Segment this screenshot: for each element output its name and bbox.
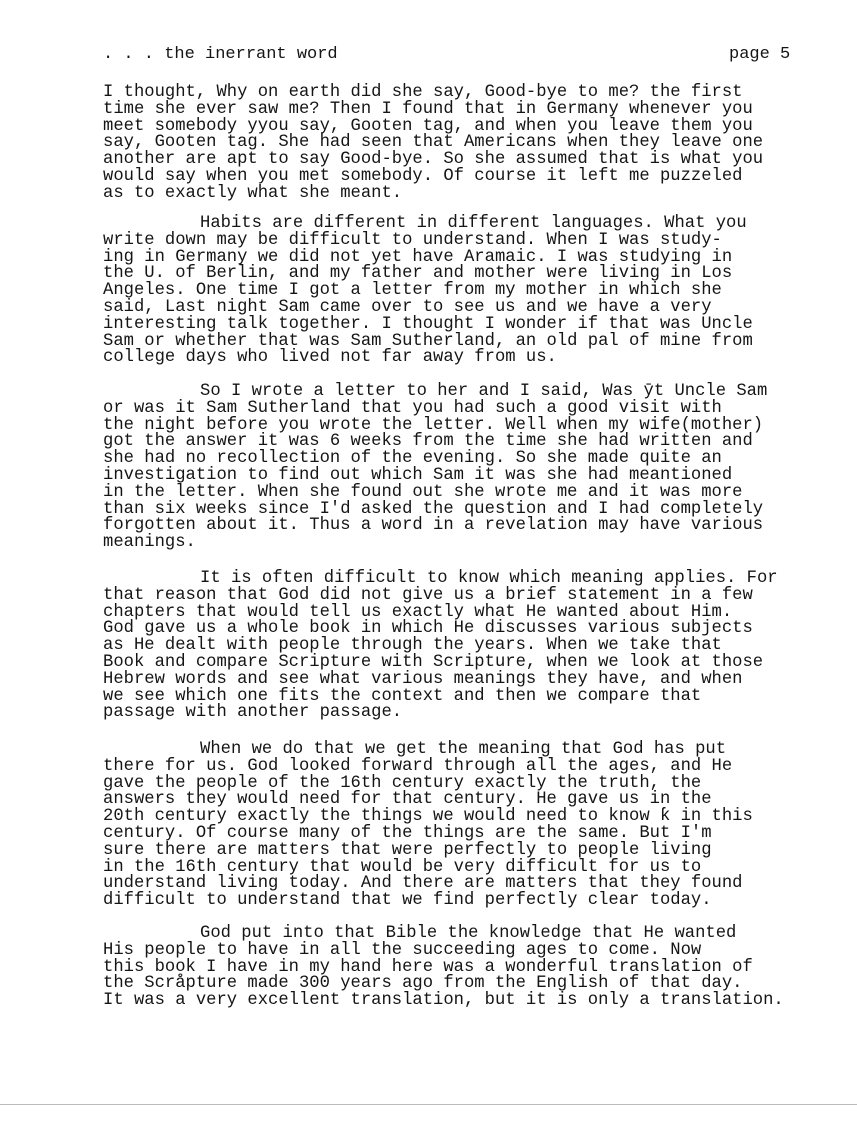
page-number: page 5 (729, 45, 791, 64)
text-line: interesting talk together. I thought I wonder if that was Uncle (103, 314, 753, 334)
text-line: It is often difficult to know which meaning applies. For (200, 569, 778, 588)
text-line: Habits are different in different languages. What you (200, 214, 747, 233)
text-line: she had no recollection of the evening. So she made quite an (103, 449, 722, 469)
text-line: there for us. God looked forward through all the ages, and He (103, 756, 733, 776)
text-line: or was it Sam Sutherland that you had such a good visit with (103, 398, 722, 418)
text-line: I thought, Why on earth did she say, Good-bye to me? the first (103, 83, 743, 102)
text-line: we see which one fits the context and then we compare that (103, 686, 702, 706)
text-line: write down may be difficult to understand. When I was study- (103, 230, 722, 250)
text-line: the night before you wrote the letter. Well when my wife(mother) (103, 415, 764, 435)
text-line: Hebrew words and see what various meanings they have, and when (103, 669, 743, 689)
text-line: than six weeks since I'd asked the question and I had completely (103, 499, 764, 519)
text-line: said, Last night Sam came over to see us and we have a very (103, 297, 712, 317)
text-line: this book I have in my hand here was a wonderful translation of (103, 957, 753, 977)
text-line: meanings. (103, 533, 196, 553)
text-line: Book and compare Scripture with Scripture, when we look at those (103, 652, 764, 672)
paragraph (103, 742, 823, 910)
text-line: investigation to find out which Sam it was she had meantioned (103, 465, 733, 485)
paragraph (103, 85, 823, 203)
text-line: the Scråpture made 300 years ago from the English of that day. (103, 974, 743, 994)
text-line: 20th century exactly the things we would need to know ƙ in this (103, 807, 753, 827)
text-line: So I wrote a letter to her and I said, Was ȳt Uncle Sam (200, 382, 768, 401)
page-bottom-rule (0, 1104, 857, 1105)
text-line: another are apt to say Good-bye. So she assumed that is what you (103, 150, 764, 170)
text-line: got the answer it was 6 weeks from the time she had written and (103, 432, 753, 452)
paragraph (103, 926, 823, 1010)
text-line: sure there are matters that were perfectly to people living (103, 840, 712, 860)
text-line: meet somebody yyou say, Gooten tag, and when you leave them you (103, 116, 753, 136)
text-line: in the 16th century that would be very difficult for us to (103, 857, 702, 877)
text-line: time she ever saw me? Then I found that in Germany whenever you (103, 99, 753, 119)
text-line: passage with another passage. (103, 703, 403, 723)
text-line: would say when you met somebody. Of course it left me puzzeled (103, 166, 743, 186)
text-line: say, Gooten tag. She had seen that Americans when they leave one (103, 133, 764, 153)
paragraph (103, 571, 823, 722)
text-line: the U. of Berlin, and my father and mother were living in Los (103, 264, 733, 284)
paragraph (103, 216, 823, 367)
text-line: ing in Germany we did not yet have Aramaic. I was studying in (103, 247, 733, 267)
text-line: college days who lived not far away from us. (103, 348, 557, 368)
text-line: chapters that would tell us exactly what He wanted about Him. (103, 602, 733, 622)
text-line: It was a very excellent translation, but it is only a translation. (103, 991, 784, 1011)
text-line: His people to have in all the succeeding ages to come. Now (103, 940, 702, 960)
text-line: that reason that God did not give us a brief statement in a few (103, 585, 753, 605)
text-line: answers they would need for that century. He gave us in the (103, 790, 712, 810)
text-line: God put into that Bible the knowledge that He wanted (200, 924, 737, 943)
text-line: Angeles. One time I got a letter from my mother in which she (103, 281, 722, 301)
running-title: . . . the inerrant word (103, 45, 338, 64)
text-line: understand living today. And there are matters that they found (103, 874, 743, 894)
text-line: as He dealt with people through the years. When we take that (103, 636, 722, 656)
text-line: When we do that we get the meaning that God has put (200, 740, 727, 759)
text-line: gave the people of the 16th century exactly the truth, the (103, 773, 702, 793)
text-line: century. Of course many of the things are the same. But I'm (103, 823, 712, 843)
paragraph (103, 384, 823, 552)
text-line: in the letter. When she found out she wrote me and it was more (103, 482, 743, 502)
text-line: Sam or whether that was Sam Sutherland, an old pal of mine from (103, 331, 753, 351)
text-line: God gave us a whole book in which He discusses various subjects (103, 619, 753, 639)
text-line: as to exactly what she meant. (103, 183, 403, 203)
text-line: difficult to understand that we find perfectly clear today. (103, 891, 712, 911)
text-line: forgotten about it. Thus a word in a revelation may have various (103, 516, 764, 536)
